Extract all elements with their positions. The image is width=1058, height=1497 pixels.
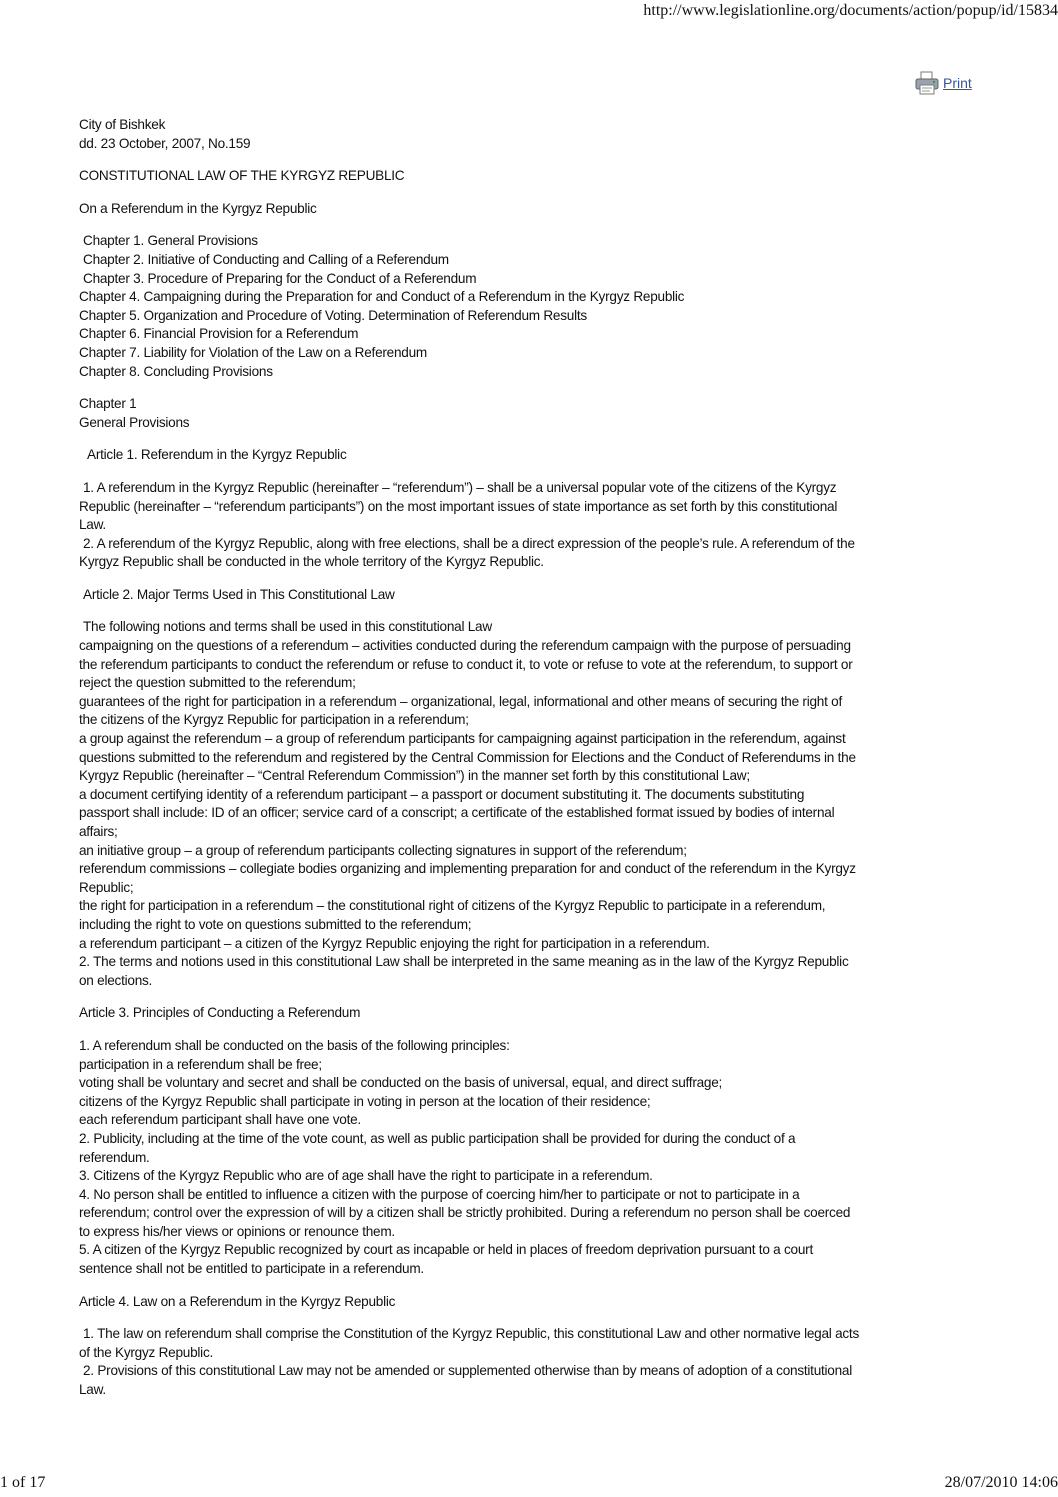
chapter-number: Chapter 1 (79, 396, 137, 412)
page-url: http://www.legislationline.org/documents/action/popup/id/15834 (643, 2, 1058, 19)
text-line: guarantees of the right for participation in a referendum – organizational, legal, informational and other means of securing the right of (79, 693, 842, 709)
print-label[interactable]: Print (943, 75, 972, 91)
text-line: of the Kyrgyz Republic. (79, 1344, 214, 1360)
text-line: campaigning on the questions of a referendum – activities conducted during the referendum campaign with the purpose of persuading (79, 638, 851, 654)
text-line: referendum commissions – collegiate bodies organizing and implementing preparation for and conduct of the referendum in the Kyrgyz (79, 861, 856, 877)
article-4-heading: Article 4. Law on a Referendum in the Kyrgyz Republic (79, 1293, 396, 1309)
text-line: 4. No person shall be entitled to influence a citizen with the purpose of coercing him/her to participate or not to participate in a (79, 1186, 800, 1202)
text-line: sentence shall not be entitled to participate in a referendum. (79, 1261, 424, 1277)
law-subject: On a Referendum in the Kyrgyz Republic (79, 200, 317, 216)
article-1-text (79, 479, 984, 572)
text-line: 2. Publicity, including at the time of the vote count, as well as public participation shall be provided for during the conduct of a (79, 1130, 796, 1146)
city-line: City of Bishkek (79, 117, 166, 132)
toc-item: Chapter 4. Campaigning during the Preparation for and Conduct of a Referendum in the Kyrgyz Republic (79, 289, 685, 305)
text-line: a group against the referendum – a group of referendum participants for campaigning against participation in the referendum, against (79, 731, 846, 747)
date-line: dd. 23 October, 2007, No.159 (79, 135, 251, 151)
text-line: affairs; (79, 824, 118, 839)
text-line: Law. (79, 1382, 106, 1398)
text-line: citizens of the Kyrgyz Republic shall participate in voting in person at the location of their residence; (79, 1093, 651, 1109)
toc-item: Chapter 5. Organization and Procedure of Voting. Determination of Referendum Results (79, 307, 587, 323)
print-button[interactable] (914, 70, 972, 96)
toc-item: Chapter 2. Initiative of Conducting and Calling of a Referendum (83, 251, 449, 267)
text-line: questions submitted to the referendum and registered by the Central Commission for Elections and the Conduct of Referendums in the (79, 749, 856, 765)
text-line: referendum. (79, 1149, 150, 1165)
chapter-title: General Provisions (79, 414, 190, 430)
text-line: Republic (hereinafter – “referendum participants”) on the most important issues of state importance as set forth by this constitutional (79, 498, 838, 514)
text-line: each referendum participant shall have one vote. (79, 1112, 361, 1128)
law-title: CONSTITUTIONAL LAW OF THE KYRGYZ REPUBLIC (79, 168, 405, 184)
article-3-heading: Article 3. Principles of Conducting a Referendum (79, 1005, 361, 1021)
text-line: the right for participation in a referendum – the constitutional right of citizens of the Kyrgyz Republic to participate in a referendum, (79, 898, 826, 914)
text-line: voting shall be voluntary and secret and shall be conducted on the basis of universal, equal, and direct suffrage; (79, 1075, 723, 1091)
toc-item: Chapter 8. Concluding Provisions (79, 363, 273, 379)
text-line: Republic; (79, 879, 134, 895)
printer-icon (914, 70, 940, 96)
article-3-text (79, 1037, 984, 1279)
article-2-heading: Article 2. Major Terms Used in This Constitutional Law (83, 586, 395, 602)
text-line: Kyrgyz Republic (hereinafter – “Central Referendum Commission”) in the manner set forth by this constitutional Law; (79, 768, 750, 784)
toc-item: Chapter 1. General Provisions (83, 233, 258, 249)
text-line: including the right to vote on questions submitted to the referendum; (79, 916, 472, 932)
text-line: participation in a referendum shall be free; (79, 1056, 322, 1072)
text-line: The following notions and terms shall be used in this constitutional Law (83, 619, 492, 635)
text-line: an initiative group – a group of referendum participants collecting signatures in support of the referendum; (79, 842, 687, 858)
print-datetime: 28/07/2010 14:06 (944, 1474, 1058, 1491)
article-4-text (79, 1325, 984, 1399)
document-body (79, 116, 984, 1414)
toc-item: Chapter 3. Procedure of Preparing for the Conduct of a Referendum (83, 270, 477, 286)
text-line: 2. A referendum of the Kyrgyz Republic, along with free elections, shall be a direct expression of the people’s rule. A referendum of the (83, 535, 855, 551)
article-1-heading: Article 1. Referendum in the Kyrgyz Republic (87, 447, 347, 463)
toc-item: Chapter 6. Financial Provision for a Referendum (79, 326, 359, 342)
text-line: the citizens of the Kyrgyz Republic for participation in a referendum; (79, 712, 469, 728)
text-line: a referendum participant – a citizen of the Kyrgyz Republic enjoying the right for participation in a referendum. (79, 935, 710, 951)
page-counter: 1 of 17 (0, 1474, 46, 1491)
toc-item: Chapter 7. Liability for Violation of the Law on a Referendum (79, 344, 427, 360)
text-line: to express his/her views or opinions or renounce them. (79, 1223, 395, 1239)
text-line: 5. A citizen of the Kyrgyz Republic recognized by court as incapable or held in places of freedom deprivation pursuant to a court (79, 1242, 813, 1258)
text-line: Law. (79, 517, 106, 533)
doc-header (79, 116, 984, 153)
chapter-heading (79, 395, 984, 432)
text-line: passport shall include: ID of an officer; service card of a conscript; a certificate of the established format issued by bodies of internal (79, 805, 835, 821)
text-line: a document certifying identity of a referendum participant – a passport or document substituting it. The documents substituting (79, 786, 805, 802)
text-line: 1. A referendum in the Kyrgyz Republic (hereinafter – “referendum”) – shall be a universal popular vote of the citizens of the Kyrgyz (83, 479, 837, 495)
text-line: 2. Provisions of this constitutional Law may not be amended or supplemented otherwise than by means of adoption of a constitutional (83, 1363, 853, 1379)
text-line: on elections. (79, 972, 153, 988)
text-line: the referendum participants to conduct the referendum or refuse to conduct it, to vote or refuse to vote at the referendum, to support or (79, 656, 853, 672)
text-line: 3. Citizens of the Kyrgyz Republic who are of age shall have the right to participate in a referendum. (79, 1168, 653, 1184)
text-line: 1. The law on referendum shall comprise the Constitution of the Kyrgyz Republic, this constitutional Law and other normative legal acts (83, 1326, 860, 1342)
text-line: 1. A referendum shall be conducted on the basis of the following principles: (79, 1037, 510, 1053)
text-line: reject the question submitted to the referendum; (79, 675, 356, 691)
table-of-contents (79, 232, 984, 381)
article-2-text (79, 618, 984, 990)
text-line: referendum; control over the expression of will by a citizen shall be strictly prohibited. During a referendum no person shall be coerced (79, 1205, 851, 1221)
text-line: 2. The terms and notions used in this constitutional Law shall be interpreted in the same meaning as in the law of the Kyrgyz Republic (79, 954, 849, 970)
text-line: Kyrgyz Republic shall be conducted in the whole territory of the Kyrgyz Republic. (79, 554, 544, 570)
